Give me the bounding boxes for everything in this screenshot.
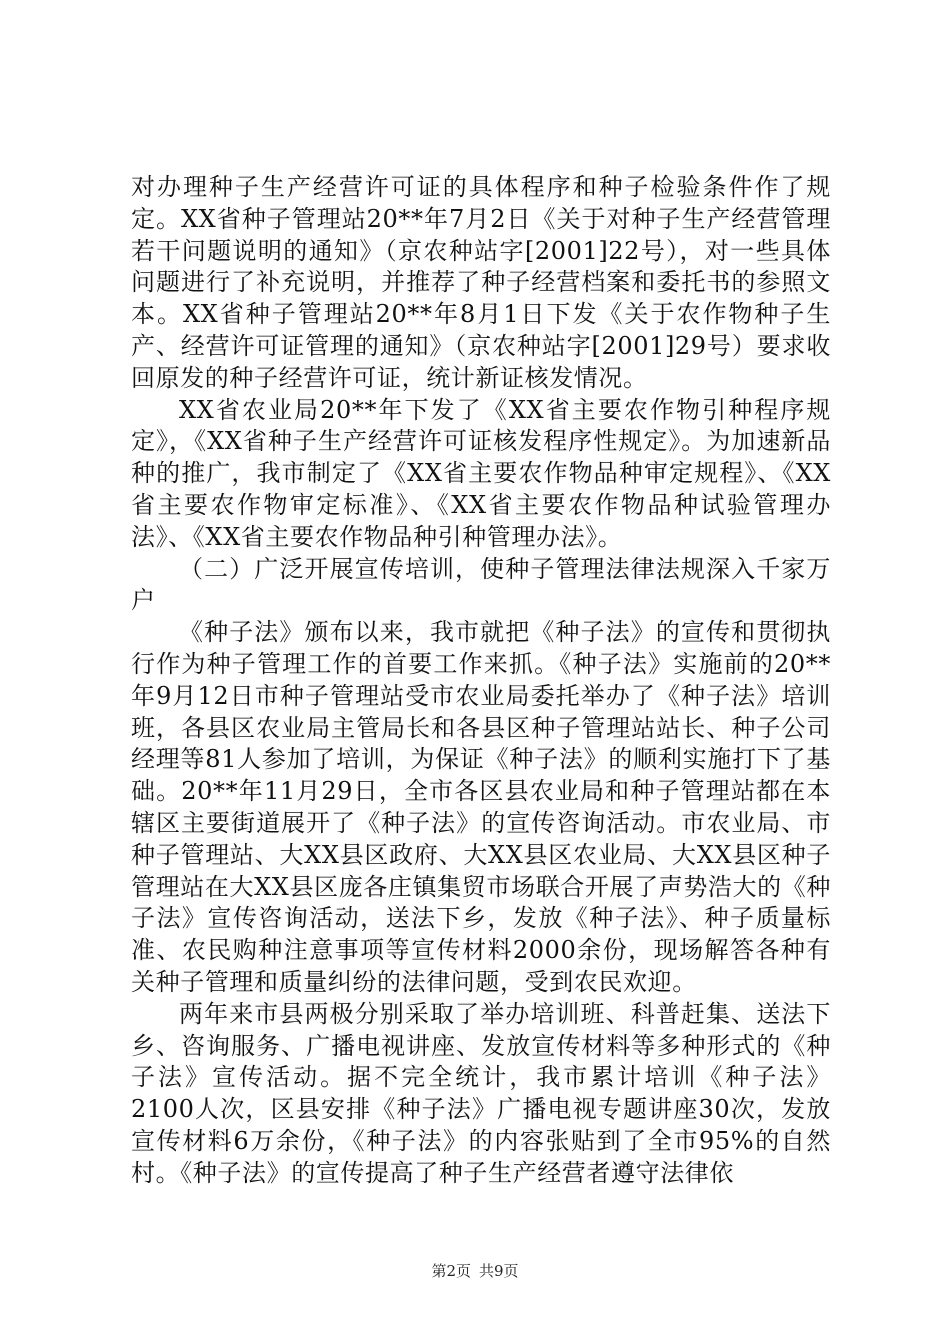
document-body bbox=[131, 172, 831, 1190]
page-footer bbox=[0, 1261, 950, 1281]
paragraph-4: 两年来市县两极分别采取了举办培训班、科普赶集、送法下乡、咨询服务、广播电视讲座、发放宣传材料等多种形式的《种子法》宣传活动。据不完全统计，我市累计培训《种子法》2100人次，区县安排《种子法》广播电视专题讲座30次，发放宣传材料6万余份，《种子法》的内容张贴到了全市95%的自然村。《种子法》的宣传提高了种子生产经营者遵守法律依 bbox=[131, 999, 831, 1187]
page-number: 第2页 bbox=[431, 1262, 471, 1280]
paragraph-3: 《种子法》颁布以来，我市就把《种子法》的宣传和贯彻执行作为种子管理工作的首要工作来抓。《种子法》实施前的20**年9月12日市种子管理站受市农业局委托举办了《种子法》培训班，各县区农业局主管局长和各县区种子管理站站长、种子公司经理等81人参加了培训，为保证《种子法》的顺利实施打下了基础。20**年11月29日，全市各区县农业局和种子管理站都在本辖区主要街道展开了《种子法》的宣传咨询活动。市农业局、市种子管理站、大XX县区政府、大XX县区农业局、大XX县区种子管理站在大XX县区庞各庄镇集贸市场联合开展了声势浩大的《种子法》宣传咨询活动，送法下乡，发放《种子法》、种子质量标准、农民购种注意事项等宣传材料2000余份，现场解答各种有关种子管理和质量纠纷的法律问题，受到农民欢迎。 bbox=[131, 618, 831, 996]
paragraph-2: XX省农业局20**年下发了《XX省主要农作物引种程序规定》，《XX省种子生产经营许可证核发程序性规定》。为加速新品种的推广，我市制定了《XX省主要农作物品种审定规程》、《XX省主要农作物审定标准》、《XX省主要农作物品种试验管理办法》、《XX省主要农作物品种引种管理办法》。 bbox=[131, 395, 831, 551]
section-heading: （二）广泛开展宣传培训，使种子管理法律法规深入千家万户 bbox=[131, 554, 831, 615]
page-total: 共9页 bbox=[479, 1262, 519, 1280]
paragraph-1: 对办理种子生产经营许可证的具体程序和种子检验条件作了规定。XX省种子管理站20**年7月2日《关于对种子生产经营管理若干问题说明的通知》（京农种站字[2001]22号），对一些具体问题进行了补充说明，并推荐了种子经营档案和委托书的参照文本。XX省种子管理站20**年8月1日下发《关于农作物种子生产、经营许可证管理的通知》（京农种站字[2001]29号）要求收回原发的种子经营许可证，统计新证核发情况。 bbox=[131, 173, 831, 392]
